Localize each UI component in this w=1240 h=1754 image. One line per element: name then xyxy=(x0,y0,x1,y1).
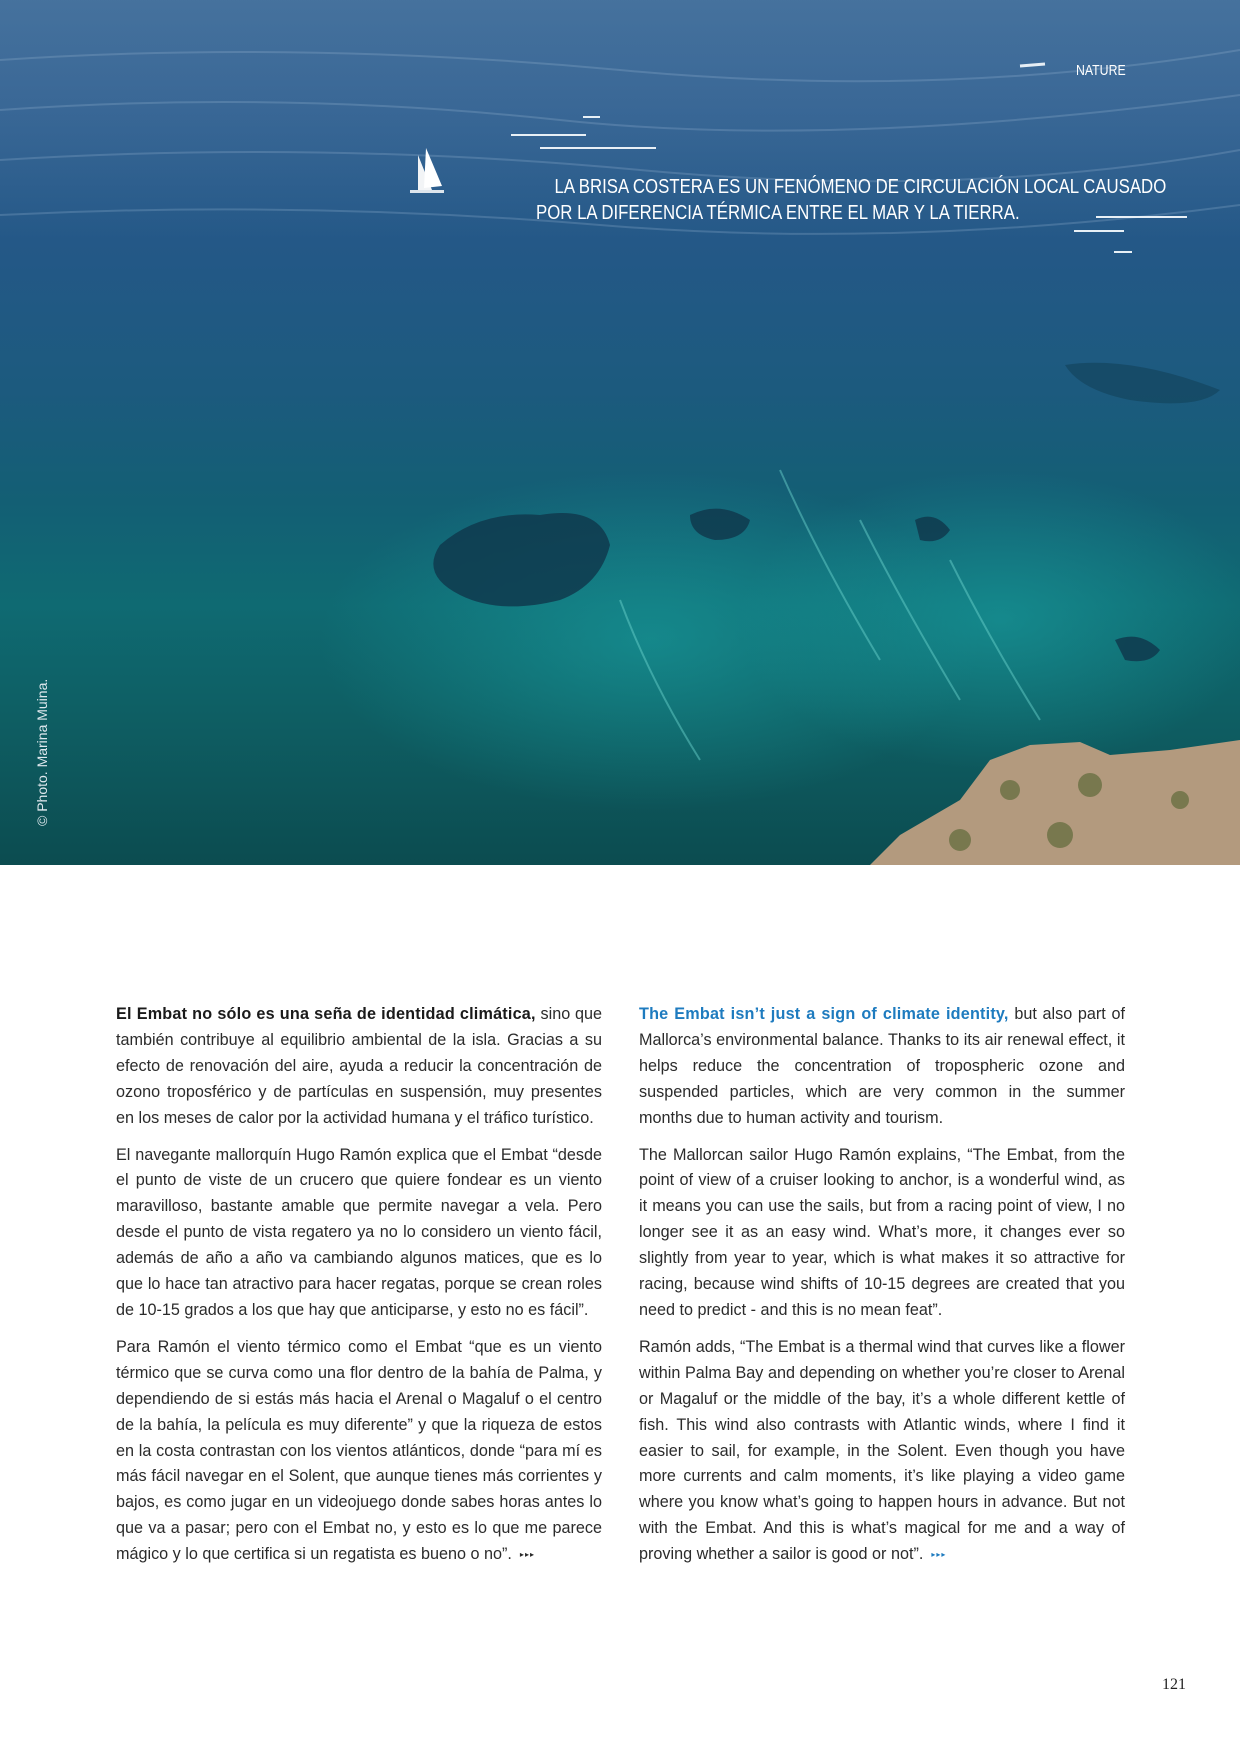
lead-in: El Embat no sólo es una seña de identidad climática, xyxy=(116,1005,536,1023)
paragraph-text: Ramón adds, “The Embat is a thermal wind that curves like a flower within Palma Bay and depending on whether you’re closer to Arenal or Magaluf or the middle of the bay, it’s a whole different kettle of fish. This wind also contrasts with Atlantic winds, where I find it easier to sail, for example, in the Solent. Even though you have more currents and calm moments, it’s like playing a video game where you know what’s going to happen hours in advance. But not with the Embat. And this is what’s magical for me and a way of proving whether a sailor is good or not”. xyxy=(639,1337,1125,1564)
sea-illustration xyxy=(0,0,1240,865)
paragraph-text: Para Ramón el viento térmico como el Embat “que es un viento térmico que se curva como una flor dentro de la bahía de Palma, y dependiendo de si estás más hacia el Arenal o Magaluf o el centro de la bahía, la película es muy diferente” y que la riqueza de estos en la costa contrastan con los vientos atlánticos, donde “para mí es más fácil navegar en el Solent, que aunque tienes más corrientes y bajos, es como jugar en un videojuego donde sabes horas antes lo que va a pasar; pero con el Embat no, y esto es lo que me parece mágico y lo que certifica si un regatista es bueno o no”. xyxy=(116,1337,602,1564)
paragraph: El navegante mallorquín Hugo Ramón explica que el Embat “desde el punto de viste de un crucero que quiere fondear es un viento maravilloso, bastante amable que permite navegar a vela. Pero desde el punto de vista regatero ya no lo considero un viento fácil, además de año a año va cambiando algunos matices, que es lo que lo hace tan atractivo para hacer regatas, porque se crean roles de 10-15 grados a los que hay que anticiparse, y esto no es fácil”. xyxy=(116,1145,602,1319)
page-number: 121 xyxy=(1162,1676,1186,1693)
decorative-dash xyxy=(1114,251,1132,253)
decorative-dash xyxy=(1074,230,1124,232)
decorative-dash xyxy=(511,134,586,136)
end-arrows-icon: ▸▸▸ xyxy=(931,1550,947,1560)
pull-quote-line: POR LA DIFERENCIA TÉRMICA ENTRE EL MAR Y LA TIERRA. xyxy=(536,202,1020,224)
paragraph-text: sino que también contribuye al equilibrio ambiental de la isla. Gracias a su efecto de renovación del aire, ayuda a reducir la concentración de ozono troposférico y de partículas en suspensión, muy presentes en los meses de calor por la actividad humana y el tráfico turístico. xyxy=(116,1005,603,1127)
paragraph xyxy=(116,1002,602,1132)
distant-boat-icon xyxy=(1020,64,1045,66)
english-column xyxy=(639,1002,1125,1579)
end-arrows-icon: ▸▸▸ xyxy=(519,1550,535,1560)
decorative-dash xyxy=(540,147,656,149)
paragraph: The Mallorcan sailor Hugo Ramón explains, “The Embat, from the point of view of a cruiser looking to anchor, is a wonderful wind, as it means you can use the sails, but from a racing point of view, I no longer see it as an easy wind. What’s more, it changes ever so slightly from year to year, which is what makes it so attractive for racing, because wind shifts of 10-15 degrees are created that you need to predict - and this is no mean feat”. xyxy=(639,1145,1125,1319)
paragraph-text: but also part of Mallorca’s environmental balance. Thanks to its air renewal effect, it helps reduce the concentration of tropospheric ozone and suspended particles, which are very common in the summer months due to human activity and tourism. xyxy=(639,1005,1125,1127)
hero-photo-sea xyxy=(0,0,1240,865)
spanish-column xyxy=(116,1002,602,1579)
section-label: NATURE xyxy=(1076,62,1126,79)
shallow-water xyxy=(740,470,1240,770)
paragraph xyxy=(639,1335,1125,1568)
photo-credit: © Photo. Marina Muina. xyxy=(34,678,50,826)
pull-quote-line: LA BRISA COSTERA ES UN FENÓMENO DE CIRCULACIÓN LOCAL CAUSADO xyxy=(554,176,1167,198)
paragraph xyxy=(639,1002,1125,1132)
decorative-dash xyxy=(583,116,600,118)
lead-in: The Embat isn’t just a sign of climate identity, xyxy=(639,1005,1009,1023)
pull-quote xyxy=(536,174,1167,226)
paragraph xyxy=(116,1335,602,1568)
